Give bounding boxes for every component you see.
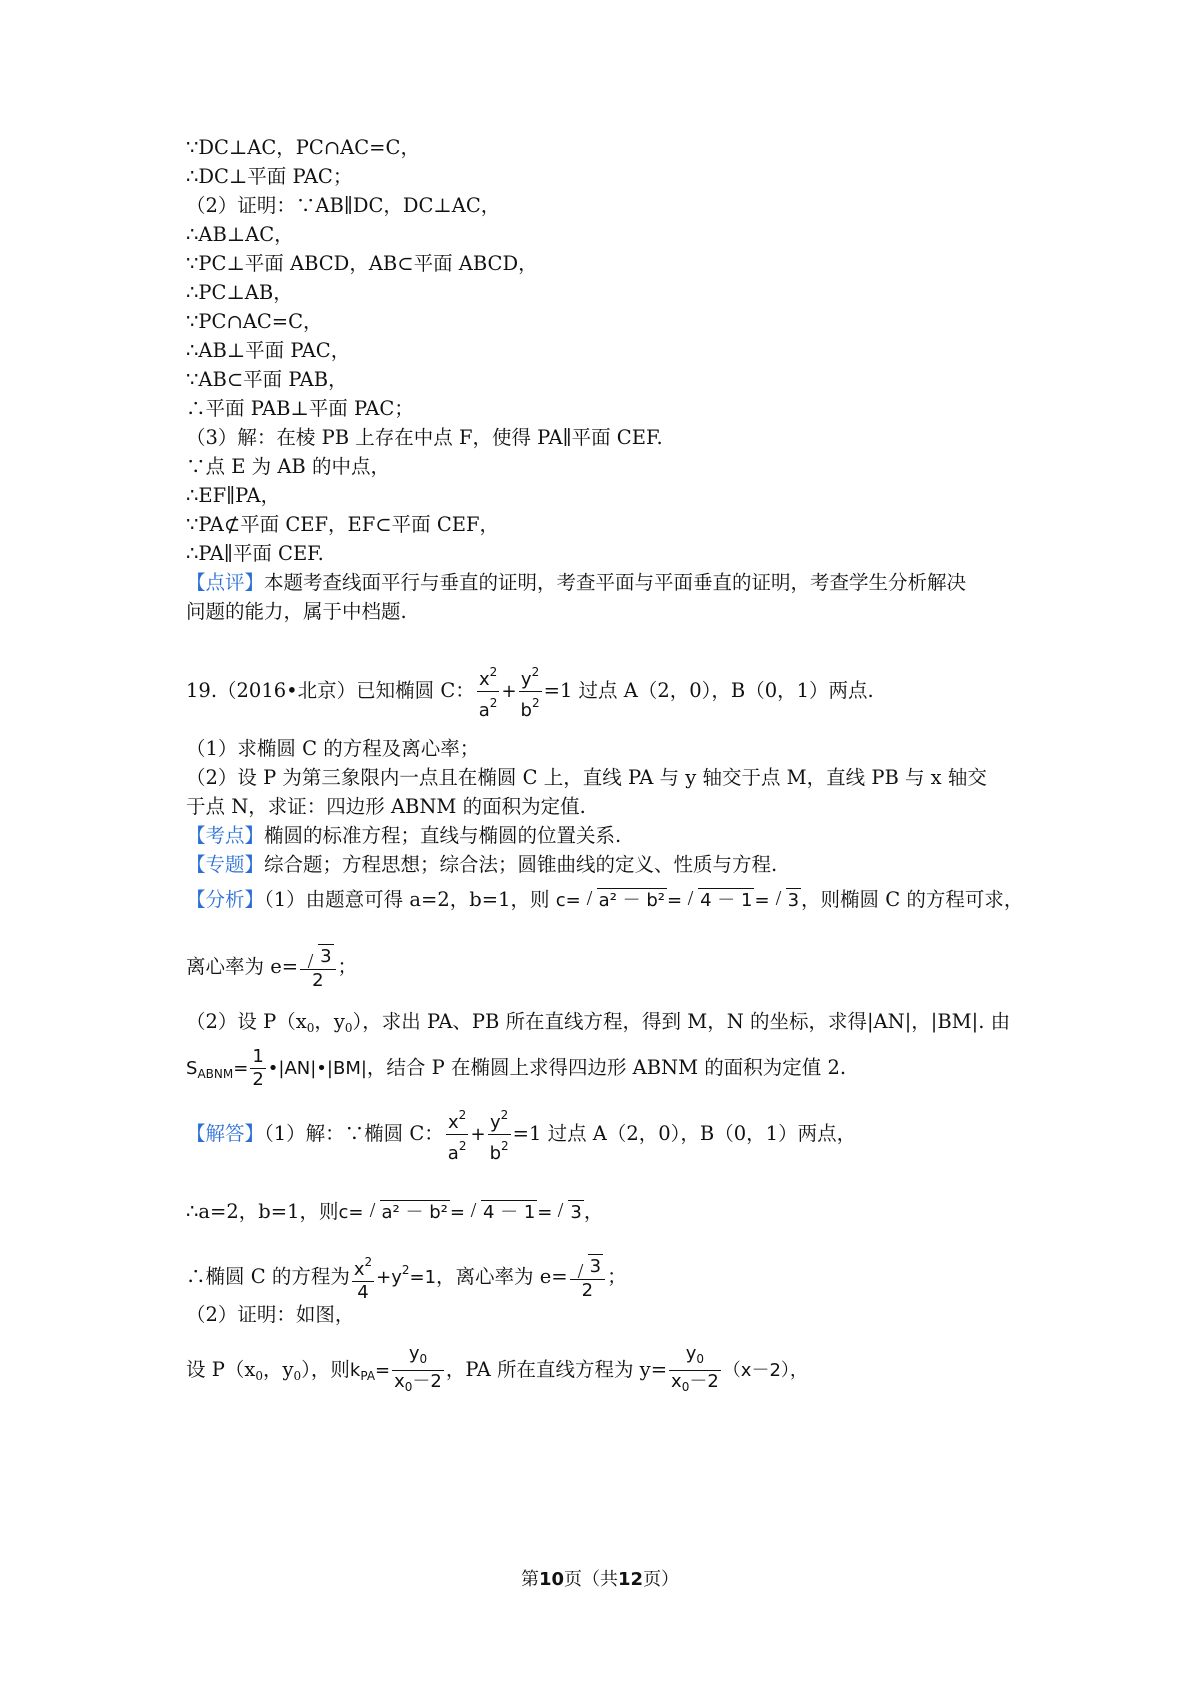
proof-line: ∵DC⊥AC，PC∩AC=C， — [186, 136, 420, 159]
kaodian-text: 椭圆的标准方程；直线与椭圆的位置关系. — [264, 824, 622, 847]
analysis-tag: 【分析】 — [186, 888, 265, 911]
proof-line: ∴平面 PAB⊥平面 PAC； — [186, 397, 414, 420]
solution-line-1: 【解答】（1）解：∵椭圆 C： $\frac{x^2}{a^2}$ + $\frac{y^2}{b^2}$ =1 过点 A（2，0），B（0，1）两点， — [186, 1104, 856, 1165]
solution-line-3: ∴椭圆 C 的方程为 $\frac{x^2}{4}$ $+y^2=1$，离心率为 e= $\frac{3}{2}$ ； — [186, 1240, 627, 1308]
problem-suffix: =1 过点 A（2，0），B（0，1）两点. — [543, 679, 874, 702]
question-1: （1）求椭圆 C 的方程及离心率； — [186, 737, 480, 760]
solution-line-4: （2）证明：如图， — [186, 1303, 355, 1326]
zhuanti-tag: 【专题】 — [186, 853, 265, 876]
page-footer: 第10页（共12页） — [520, 1569, 680, 1590]
kaodian-tag: 【考点】 — [186, 824, 265, 847]
proof-line: ∴AB⊥平面 PAC， — [186, 339, 351, 362]
solution-line-5: 设 $P(x_0$，$y_0$），则$k_{PA}=$ $\frac{y_0}{x_0-2}$ ，PA 所在直线方程为 y= $\frac{y_0}{x_0-2}$ （x－2）， — [186, 1343, 808, 1394]
proof-line: ∵PA⊄平面 CEF，EF⊂平面 CEF， — [186, 513, 500, 536]
review-tag: 【点评】 — [186, 571, 265, 594]
fraction-y2-b2: $\frac{y^2}{b^2}$ — [519, 661, 542, 722]
analysis-line-2: 离心率为 e= $\frac{3}{2}$ ； — [186, 945, 358, 991]
proof-line: （3）解：在棱 PB 上存在中点 F，使得 PA∥平面 CEF. — [186, 426, 663, 449]
proof-line: ∴EF∥PA， — [186, 484, 281, 507]
proof-line: ∵PC∩AC=C， — [186, 310, 323, 333]
review-line — [186, 568, 966, 598]
review-line-2: 问题的能力，属于中档题. — [186, 600, 407, 623]
question-2: （2）设 P 为第三象限内一点且在椭圆 C 上，直线 PA 与 y 轴交于点 M，直线 PB 与 x 轴交 — [186, 766, 987, 789]
zhuanti-text: 综合题；方程思想；综合法；圆锥曲线的定义、性质与方程. — [264, 853, 778, 876]
question-2-cont: 于点 N，求证：四边形 ABNM 的面积为定值. — [186, 795, 586, 818]
fraction-x2-a2: $\frac{x^2}{a^2}$ — [477, 661, 500, 722]
solution-tag: 【解答】 — [186, 1122, 265, 1145]
proof-line: ∵AB⊂平面 PAB， — [186, 368, 348, 391]
solution-line-2: ∴a=2，b=1，则c= a² － b² = 4 － 1 = 3 ， — [186, 1192, 603, 1233]
zhuanti-line — [186, 850, 777, 880]
fraction-sqrt3-2: $\frac{3}{2}$ — [300, 944, 335, 992]
total-pages: 12 — [618, 1569, 644, 1590]
page-number: 10 — [538, 1569, 564, 1590]
proof-line: ∵点 E 为 AB 的中点， — [186, 455, 390, 478]
kaodian-line — [186, 821, 621, 851]
analysis-line-4: $S_{ABNM}=$ $\frac{1}{2}$ •|AN|•|BM|，结合 P 在椭圆上求得四边形 ABNM 的面积为定值 2. — [186, 1046, 847, 1090]
problem-statement: 19.（2016•北京）已知椭圆 C： $\frac{x^2}{a^2}$ + $\frac{y^2}{b^2}$ =1 过点 A（2，0），B（0，1）两点. — [186, 661, 874, 722]
problem-prefix: 19.（2016•北京）已知椭圆 C： — [186, 679, 475, 702]
proof-line: ∴PC⊥AB， — [186, 281, 293, 304]
proof-line: ∴DC⊥平面 PAC； — [186, 165, 353, 188]
review-text: 本题考查线面平行与垂直的证明，考查平面与平面垂直的证明，考查学生分析解决 — [264, 571, 967, 594]
analysis-line-1: 【分析】（1）由题意可得 a=2，b=1，则 c= a² － b² = 4 － 1 = 3 ，则椭圆 C 的方程可求， — [186, 880, 1023, 921]
analysis-line-3: （2）设 $P(x_0$，$y_0$），求出 PA、PB 所在直线方程，得到 M，N 的坐标，求得|AN|，|BM|. 由 — [186, 1010, 1011, 1035]
proof-line: ∴PA∥平面 CEF. — [186, 542, 324, 565]
proof-line: ∴AB⊥AC， — [186, 223, 294, 246]
proof-line: （2）证明：∵AB∥DC，DC⊥AC， — [186, 194, 501, 217]
proof-line: ∵PC⊥平面 ABCD，AB⊂平面 ABCD， — [186, 252, 538, 275]
